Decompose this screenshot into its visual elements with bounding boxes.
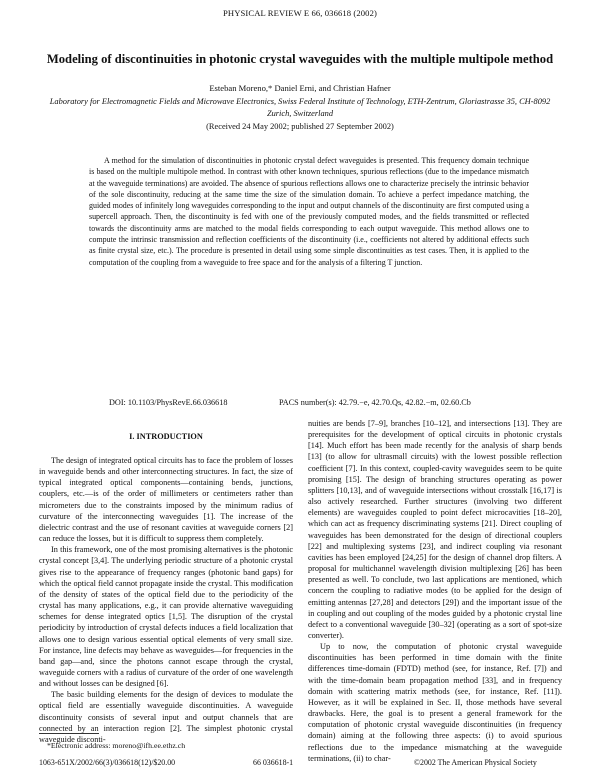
doi: DOI: 10.1103/PhysRevE.66.036618 [109,398,228,407]
paragraph: The design of integrated optical circuits has to face the problem of losses in waveguide bends and other interconnecting structures. In fact, the size of typical integrated optical components—containing bends, junctions, couplers, etc.—is of the order of millimeters or centimeters rather than micrometers due to the constraints imposed by the minimum radius of curvature of the interconnecting waveguides [1]. The increase of the dielectric contrast and the use of resonant cavities at waveguide corners [2] can reduce the losses, but it is difficult to suppress them completely. [39,456,293,544]
abstract: A method for the simulation of discontinuities in photonic crystal defect waveguides is presented. This frequency domain technique is based on the multiple multipole method. In contrast with other known techniques, spurious reflections (due to the impedance mismatch at the waveguide terminations) are avoided. The absence of spurious reflections allows one to characterize precisely the intrinsic behavior of the sole discontinuity, reducing at the same time the size of the simulation domain. To achieve a perfect impedance matching, the guided modes of infinitely long waveguides corresponding to the input and output channels of the discontinuity are first computed using a supercell approach. Then, the discontinuity is fed with one of the previously computed modes, and the fields transmitted or reflected towards the discontinuity arms are matched to the modal fields corresponding to each output waveguide. This method allows one to compute the intrinsic transmission and reflection coefficients of the discontinuity (i.e., coefficients not altered by additional effects such as finite crystal size, etc.). The procedure is presented in detail using some simple discontinuities as test cases. Then, it is applied to the computation of the coupling from a waveguide to free space and for the analysis of a filtering T junction. [89,156,529,267]
running-head: PHYSICAL REVIEW E 66, 036618 (2002) [223,8,377,18]
author-list: Esteban Moreno,* Daniel Erni, and Christian Hafner [209,83,391,93]
paragraph: In this framework, one of the most promising alternatives is the photonic crystal concept [3,4]. The underlying periodic structure of a photonic crystal gives rise to the appearance of frequency ranges (photonic band gaps) for which the optical field cannot propagate inside the crystal. This modification of the density of states of the optical field due to the periodicity of the crystal has many applications, e.g., it can provide alternative waveguiding schemes for dense integrated optics [1,5]. The disruption of the crystal periodicity by introduction of crystal defects induces a field localization that allows one to design various essential optical elements of very small size. For instance, line defects may behave as waveguides—for frequencies in the band gap—and, since the photons cannot escape through the crystal, waveguide corners with a radius of curvature of the order of one wavelength and without losses can be designed [6]. [39,545,293,689]
footer-page-number: 66 036618-1 [253,758,294,767]
paragraph: nuities are bends [7–9], branches [10–12], and intersections [13]. They are prerequisites for the development of optical circuits in photonic crystals [14]. Much effort has been made recently for the analysis of sharp bends [13] (to allow for ultrasmall circuits) with the lowest possible reflection coefficient [7]. In this context, coupled-cavity waveguides seem to be quite promising [15]. The design of branching structures operating as power splitters [10,13], and of waveguide intersections without crosstalk [16,17] is also actively researched. Further structures (involving two different elements) are waveguides coupled to point defect microcavities [18–20], which can act as frequency discriminating systems [21]. Direct coupling of waveguides has been demonstrated for the design of directional couplers [22] and multiplexing systems [23], and indirect coupling via resonant cavities has been employed [24,25] for the design of channel drop filters. A proposal for multichannel wavelength division multiplexing [26] has been presented as well. To conclude, two last applications are mentioned, which concern the coupling to radiative modes (to be applied for the design of emitting antennas [27,28] and detectors [29]) and the important issue of the in coupling and out coupling of the modes guided by a photonic crystal line defect to a conventional waveguide [30–32] (operating as a sort of spot-size converter). [308,419,562,640]
footnote-rule [39,733,99,734]
left-column [39,455,293,745]
right-column [308,418,562,764]
paragraph: The basic building elements for the design of devices to modulate the optical field are essentially waveguide discontinuities. A waveguide discontinuity consists of several input and output channels that are connected by an interaction region [2]. The simplest photonic crystal waveguide disconti- [39,690,293,744]
footer-issn: 1063-651X/2002/66(3)/036618(12)/$20.00 [39,758,176,767]
paper-title: Modeling of discontinuities in photonic crystal waveguides with the multiple multipole method [46,52,554,66]
received-dates: (Received 24 May 2002; published 27 September 2002) [206,122,394,131]
affiliation: Laboratory for Electromagnetic Fields and Microwave Electronics, Swiss Federal Institute of Technology, ETH-Zentrum, Gloriastrasse 35, CH-8092 Zurich, Switzerland [49,97,551,119]
footer-copyright: ©2002 The American Physical Society [414,758,537,767]
section-heading: I. INTRODUCTION [129,432,203,441]
footnote: *Electronic address: moreno@ifh.ee.ethz.ch [47,741,186,750]
paragraph: Up to now, the computation of photonic crystal waveguide discontinuities has been performed in time domain with the finite differences time-domain (FDTD) method (see, for instance, Ref. [7]) and with the time-domain beam propagation method [33], and in frequency domain with scattering matrix methods (see, for instance, Ref. [11]). However, as it will be explained in Sec. II, those methods have several drawbacks. Here, the goal is to present a general framework for the computation of photonic crystal waveguide discontinuities (in frequency domain) aiming at the following three aspects: (i) to avoid spurious reflections due to the impedance mismatching at the waveguide terminations, (ii) to char- [308,642,562,763]
pacs-numbers: PACS number(s): 42.79.−e, 42.70.Qs, 42.82.−m, 02.60.Cb [279,398,471,407]
